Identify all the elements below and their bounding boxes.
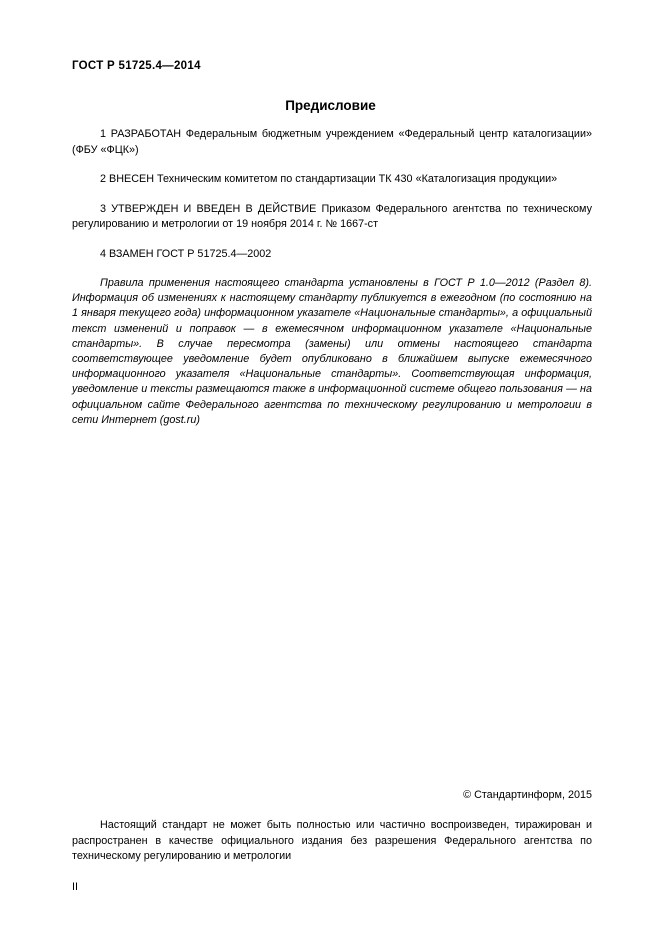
preface-paragraph-1: 1 РАЗРАБОТАН Федеральным бюджетным учреждением «Федеральный центр каталогизации» (ФБУ «ФЦК») xyxy=(72,128,592,156)
application-rules-note: Правила применения настоящего стандарта установлены в ГОСТ Р 1.0—2012 (Раздел 8). Информация об изменениях к настоящему стандарту публикуется в ежегодном (по состоянию на 1 января текущего года) информационном указателе «Национальные стандарты», а официальный текст изменений и поправок — в ежемесячном информационном указателе «Национальные стандарты». В случае пересмотра (замены) или отмены настоящего стандарта соответствующее уведомление будет опубликовано в ближайшем выпуске ежемесячного информационного указателя «Национальные стандарты». Соответствующая информация, уведомление и тексты размещаются также в информационной системе общего пользования — на официальном сайте Федерального агентства по техническому регулированию и метрологии в сети Интернет (gost.ru) xyxy=(72,277,592,426)
reproduction-restriction-note: Настоящий стандарт не может быть полностью или частично воспроизведен, тиражирован и распространен в качестве официального издания без разрешения Федерального агентства по техническому регулированию и метрологии xyxy=(72,819,592,862)
standard-code-header: ГОСТ Р 51725.4—2014 xyxy=(72,60,201,72)
preface-paragraph-2: 2 ВНЕСЕН Техническим комитетом по стандартизации ТК 430 «Каталогизация продукции» xyxy=(100,173,558,185)
copyright-notice: © Стандартинформ, 2015 xyxy=(463,789,592,801)
preface-paragraph-3: 3 УТВЕРЖДЕН И ВВЕДЕН В ДЕЙСТВИЕ Приказом Федерального агентства по техническому регулированию и метрологии от 19 ноября 2014 г. № 1667-ст xyxy=(72,202,592,230)
section-title: Предисловие xyxy=(285,98,376,113)
page-number: II xyxy=(72,881,78,893)
preface-body xyxy=(72,127,592,428)
preface-paragraph-4: 4 ВЗАМЕН ГОСТ Р 51725.4—2002 xyxy=(100,247,272,260)
